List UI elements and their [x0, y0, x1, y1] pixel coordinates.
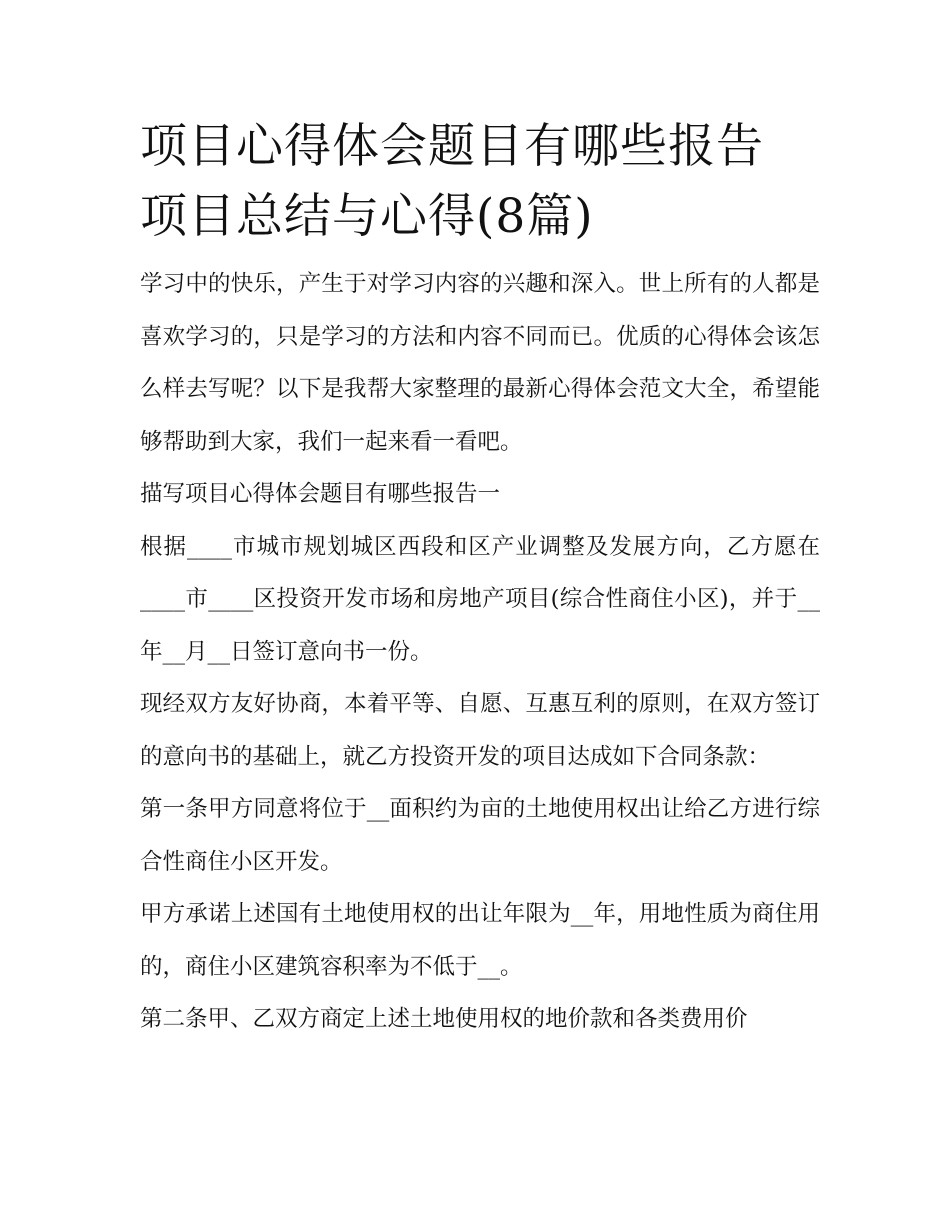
contract-paragraph-negotiation: 现经双方友好协商，本着平等、自愿、互惠互利的原则，在双方签订的意向书的基础上，就乙方投资开发的项目达成如下合同条款： — [140, 691, 820, 770]
document-title — [140, 112, 820, 252]
title-line-2: 项目总结与心得(8篇) — [140, 189, 594, 244]
contract-article-1: 第一条甲方同意将位于__面积约为亩的土地使用权出让给乙方进行综合性商住小区开发。 — [140, 796, 820, 875]
title-line-1: 项目心得体会题目有哪些报告 — [140, 119, 764, 174]
contract-paragraph-basis: 根据____市城市规划城区西段和区产业调整及发展方向，乙方愿在____市____区投资开发市场和房地产项目(综合性商住小区)，并于__年__月__日签订意向书一份。 — [140, 533, 820, 665]
section-heading: 描写项目心得体会题目有哪些报告一 — [140, 481, 501, 507]
contract-article-2: 第二条甲、乙双方商定上述土地使用权的地价款和各类费用价 — [140, 1006, 748, 1032]
contract-paragraph-land-term: 甲方承诺上述国有土地使用权的出让年限为__年，用地性质为商住用的，商住小区建筑容积率为不低于__。 — [140, 901, 820, 980]
document-body — [140, 112, 820, 1046]
intro-paragraph: 学习中的快乐，产生于对学习内容的兴趣和深入。世上所有的人都是喜欢学习的，只是学习的方法和内容不同而已。优质的心得体会该怎么样去写呢？以下是我帮大家整理的最新心得体会范文大全，希望能够帮助到大家，我们一起来看一看吧。 — [140, 271, 820, 455]
